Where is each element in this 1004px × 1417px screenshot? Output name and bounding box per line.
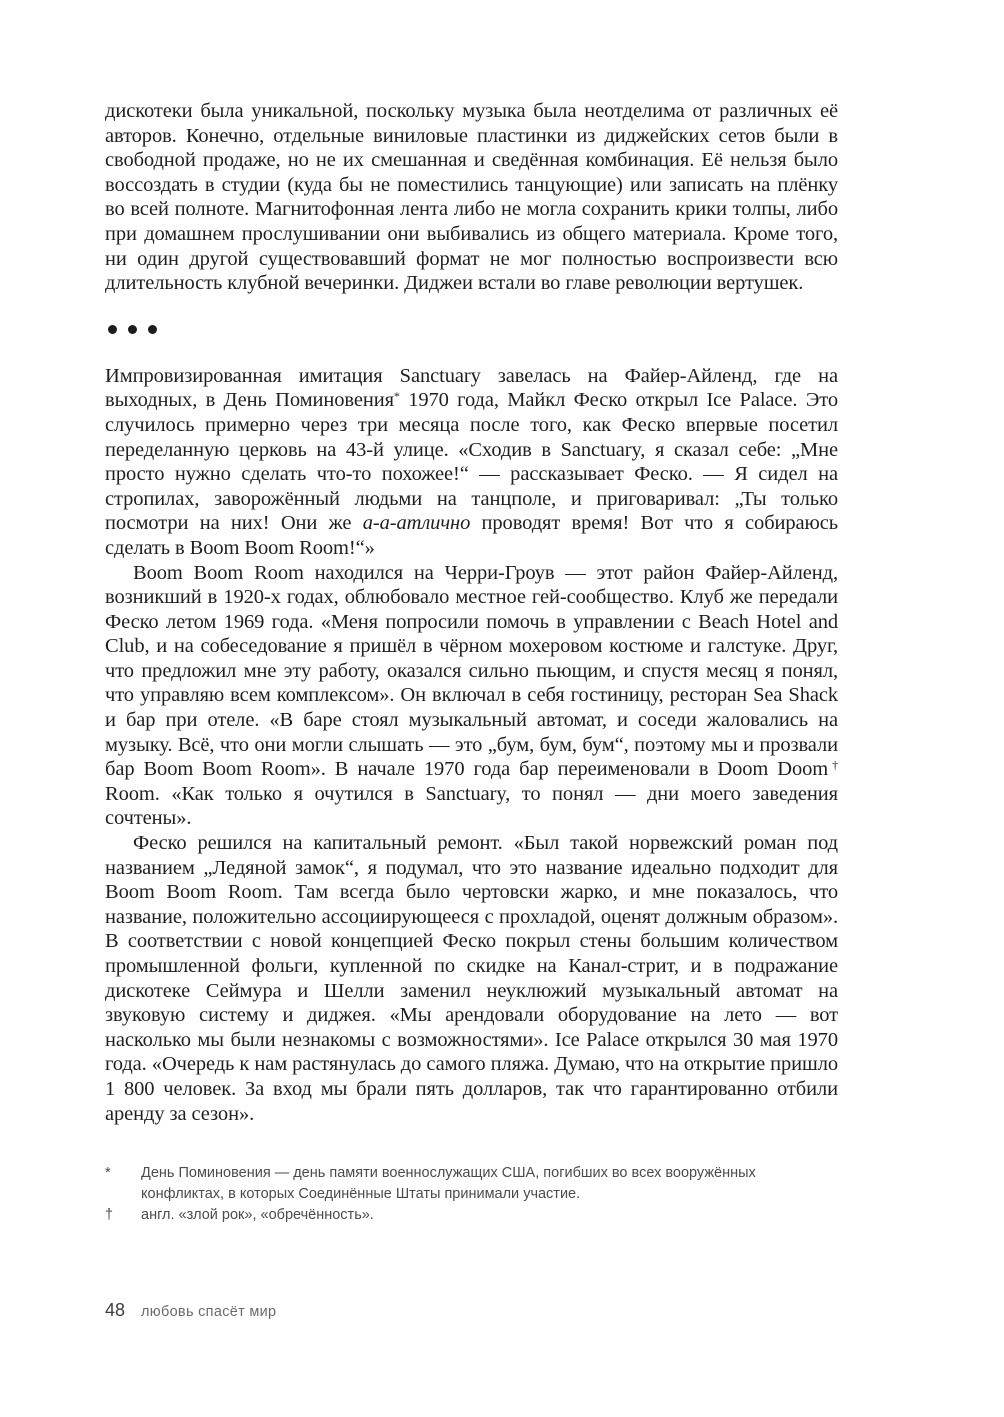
page-number: 48 (105, 1300, 126, 1320)
paragraph-1: дискотеки была уникальной, поскольку музыка была неотделима от различных её авторов. Конечно, отдельные виниловые пластинки из диджейских сетов были в свободной продаже, но не их смешанная и сведённая комбинация. Её нельзя было воссоздать в студии (куда бы не поместились танцующие) или записать на плёнку во всей полноте. Магнитофонная лента либо не могла сохранить крики толпы, либо при домашнем прослушивании они выбивались из общего материала. Кроме того, ни один другой существовавший формат не мог полностью воспроизвести всю длительность клубной вечеринки. Диджеи встали во главе революции вертушек. (105, 100, 838, 295)
paragraph-2-text: 1970 года, Майкл Феско открыл Ice Palace. Это случилось примерно через три месяца после того, как Феско впервые посетил переделанную церковь на 43-й улице. «Сходив в Sanctuary, я сказал себе: „Мне просто нужно сделать что-то похожее!“ — рассказывает Феско. — Я сидел на стропилах, заворожённый людьми на танцполе, и приговаривал: „Ты только посмотри на них! Они же (105, 389, 838, 535)
footnote-item (105, 1205, 838, 1226)
footnote-marker-dagger: † (105, 1207, 114, 1224)
separator-dot-icon (148, 325, 157, 334)
separator-dot-icon (128, 325, 137, 334)
paragraph-2-italic-text: а-а-атлично (362, 512, 471, 535)
paragraph-4: Феско решился на капитальный ремонт. «Был такой норвежский роман под названием „Ледяной замок“, я подумал, что это название идеально подходит для Boom Boom Room. Там всегда было чертовски жарко, и мне показалось, что название, положительно ассоциирующееся с прохладой, оценят должным образом». В соответствии с новой концепцией Феско покрыл стены большим количеством промышленной фольги, купленной по скидке на Канал-стрит, и в подражание дискотеке Сеймура и Шелли заменил неуклюжий музыкальный автомат на звуковую систему и диджея. «Мы арендовали оборудование на лето — вот насколько мы были незнакомы с возможностями». Ice Palace открылся 30 мая 1970 года. «Очередь к нам растянулась до самого пляжа. Думаю, что на открытие пришло 1 800 человек. За вход мы брали пять долларов, так что гарантированно отбили аренду за сезон». (105, 832, 838, 1125)
footnote-text: англ. «злой рок», «обречённость». (141, 1207, 374, 1224)
paragraph-2-text: Импровизированная имитация Sanctuary завелась на Файер-Айленд, где на выходных, в День Поминовения (105, 364, 838, 412)
footnote-item (105, 1163, 838, 1205)
paragraph-3-text: Boom Boom Room находился на Черри-Гроув — этот район Файер-Айленд, возникший в 1920-х годах, облюбовало местное гей-сообщество. Клуб же передали Феско летом 1969 года. «Меня попросили помочь в управлении с Beach Hotel and Club, и на собеседование я пришёл в чёрном мохеровом костюме и галстуке. Друг, что предложил мне эту работу, оказался сильно пьющим, и спустя месяц я понял, что управляю всем комплексом». Он включал в себя гостиницу, ресторан Sea Shack и бар при отеле. «В баре стоял музыкальный автомат, и соседи жаловались на музыку. Всё, что они могли слышать — это „бум, бум, бум“, поэтому мы и прозвали бар Boom Boom Room». В начале 1970 года бар переименовали в Doom Doom (105, 561, 838, 781)
running-title: любовь спасёт мир (141, 1304, 277, 1320)
footnote-text: День Поминовения — день памяти военнослужащих США, погибших во всех вооружённых конфликтах, в которых Соединённые Штаты принимали участие. (141, 1165, 756, 1203)
section-separator (108, 325, 838, 335)
footnotes-block (105, 1163, 838, 1226)
separator-dot-icon (108, 325, 117, 334)
footnote-marker-asterisk: * (105, 1165, 111, 1182)
paragraph-2-text: проводят время! Вот что я собираюсь сделать в Boom Boom Room!“» (105, 512, 839, 559)
footnote-reference-dagger: † (828, 758, 838, 773)
paragraph-2 (105, 364, 838, 561)
paragraph-3-text: Room. «Как только я очутился в Sanctuary, то понял — дни моего заведения сочтены». (105, 782, 838, 830)
footnote-reference-asterisk: * (393, 389, 400, 404)
page-footer (105, 1300, 276, 1321)
paragraph-3 (105, 561, 838, 832)
main-text-column (105, 99, 838, 1226)
